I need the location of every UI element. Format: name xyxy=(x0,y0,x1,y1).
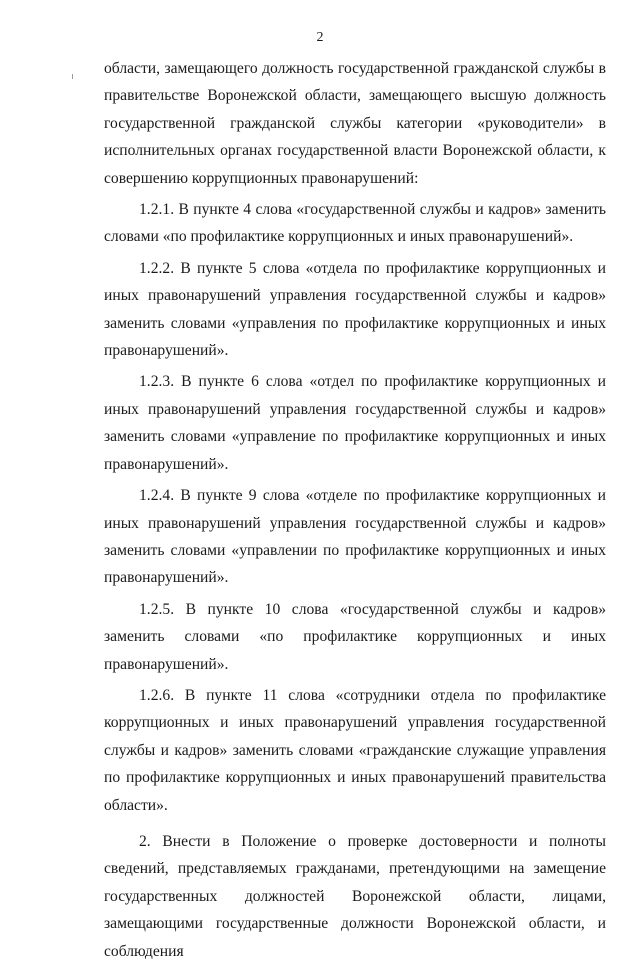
paragraph-1-2-3: 1.2.3. В пункте 6 слова «отдел по профилактике коррупционных и иных правонарушений управления государственной службы и кадров» заменить словами «управление по профилактике коррупционных и иных правонарушений». xyxy=(104,373,606,473)
margin-mark xyxy=(72,74,73,79)
paragraph-1-2-5: 1.2.5. В пункте 10 слова «государственной службы и кадров» заменить словами «по профилактике коррупционных и иных правонарушений». xyxy=(104,600,606,673)
paragraph-continuation: области, замещающего должность государственной гражданской службы в правительстве Воронежской области, замещающего высшую должность государственной гражданской службы категории «руководители» в исполнительных органах государственной власти Воронежской области, к совершению коррупционных правонарушений: xyxy=(104,60,606,187)
page-number: 2 xyxy=(316,30,324,45)
paragraph-1-2-1: 1.2.1. В пункте 4 слова «государственной службы и кадров» заменить словами «по профилактике коррупционных и иных правонарушений». xyxy=(104,201,606,246)
document-body xyxy=(104,55,606,965)
paragraph-2: 2. Внести в Положение о проверке достоверности и полноты сведений, представляемых гражданами, претендующими на замещение государственных должностей Воронежской области, лицами, замещающими государственные должности Воронежской области, и соблюдения xyxy=(104,832,606,960)
paragraph-1-2-2: 1.2.2. В пункте 5 слова «отдела по профилактике коррупционных и иных правонарушений управления государственной службы и кадров» заменить словами «управления по профилактике коррупционных и иных правонарушений». xyxy=(104,259,606,360)
paragraph-1-2-4: 1.2.4. В пункте 9 слова «отделе по профилактике коррупционных и иных правонарушений управления государственной службы и кадров» заменить словами «управлении по профилактике коррупционных и иных правонарушений». xyxy=(104,487,606,587)
paragraph-1-2-6: 1.2.6. В пункте 11 слова «сотрудники отдела по профилактике коррупционных и иных правонарушений управления государственной службы и кадров» заменить словами «гражданские служащие управления по профилактике коррупционных и иных правонарушений правительства области». xyxy=(104,686,606,814)
